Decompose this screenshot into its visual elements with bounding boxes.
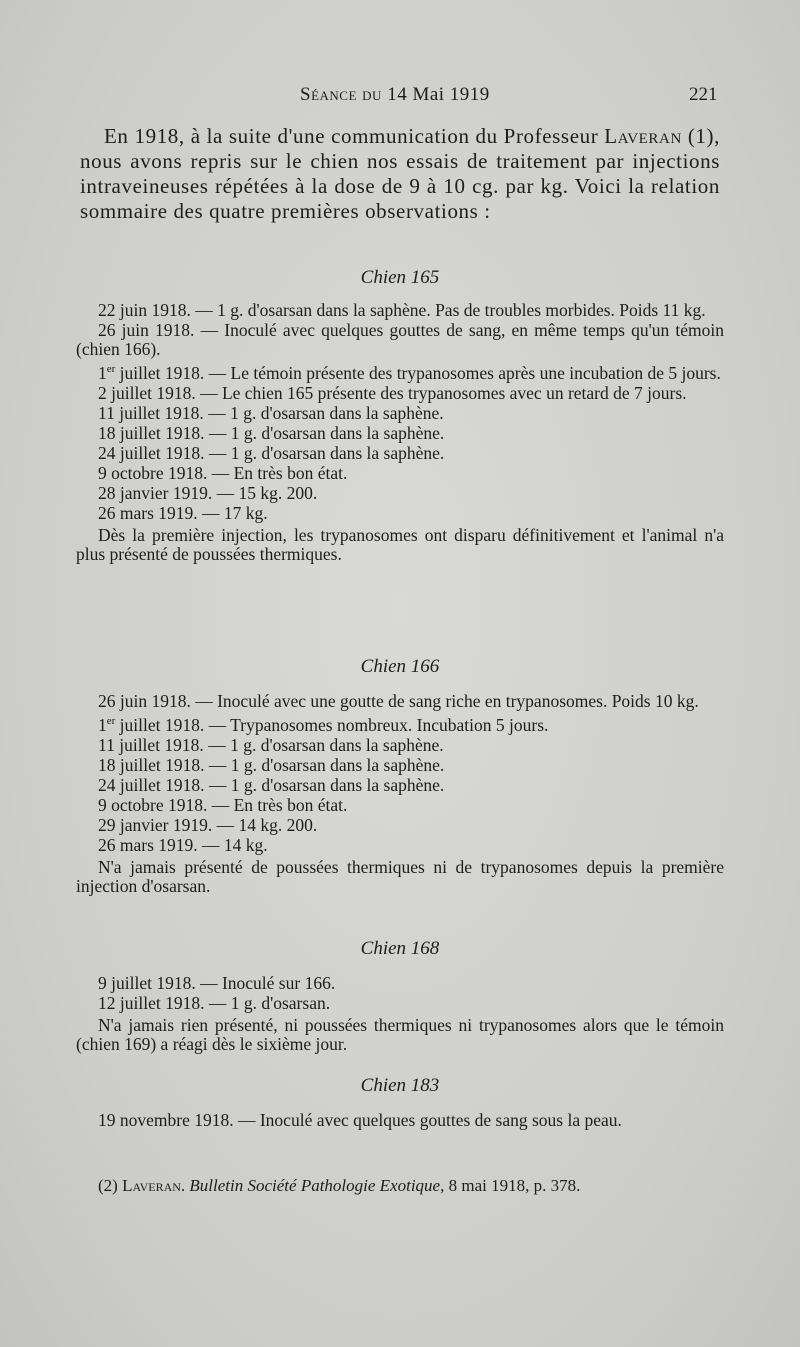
footnote [98,1176,718,1196]
intro-author: Laveran [604,124,682,148]
intro-lead: En 1918, à la suite d'une communication du Professeur [104,124,599,148]
entry: 18 juillet 1918. — 1 g. d'osarsan dans la saphène. [98,422,445,443]
entry: 12 juillet 1918. — 1 g. d'osarsan. [98,993,331,1013]
footnote-citation: 8 mai 1918, p. 378. [448,1176,581,1195]
section-conclusion: N'a jamais rien présenté, ni poussées thermiques ni trypanosomes alors que le témoin (chien 169) a réagi dès le sixième jour. [76,1015,724,1054]
entry: 24 juillet 1918. — 1 g. d'osarsan dans la saphène. [98,774,445,795]
entry: 2 juillet 1918. — Le chien 165 présente des trypanosomes avec un retard de 7 jours. [98,382,687,403]
entry-list [76,301,724,523]
section-title: Chien 168 [360,938,440,959]
footnote-journal: Bulletin Société Pathologie Exotique, [189,1176,445,1195]
section-chien-166 [76,656,724,896]
entry: 1er juillet 1918. — Trypanosomes nombreux. Incubation 5 jours. [98,714,549,735]
entry-list [76,692,724,855]
section-title: Chien 165 [360,267,440,288]
section-title: Chien 166 [360,656,440,677]
entry: 28 janvier 1919. — 15 kg. 200. [98,482,318,503]
section-chien-183 [76,1075,724,1131]
page-number: 221 [689,84,718,105]
entry-list [76,1111,724,1130]
entry: 9 octobre 1918. — En très bon état. [98,462,348,483]
entry: 29 janvier 1919. — 14 kg. 200. [98,814,318,835]
entry: 11 juillet 1918. — 1 g. d'osarsan dans la saphène. [98,734,444,755]
footnote-author: Laveran. [122,1176,186,1195]
footnote-marker: (2) [98,1176,118,1195]
entry: 1er juillet 1918. — Le témoin présente des trypanosomes après une incubation de 5 jours. [98,362,721,383]
intro-paragraph [80,124,720,224]
running-head-date: 14 Mai 1919 [387,84,490,105]
entry: 26 mars 1919. — 17 kg. [98,502,268,523]
entry: 26 juin 1918. — Inoculé avec quelques gouttes de sang, en même temps qu'un témoin (chien 166). [76,320,724,359]
entry: 22 juin 1918. — 1 g. d'osarsan dans la saphène. Pas de troubles morbides. Poids 11 kg. [98,300,706,320]
entry: 18 juillet 1918. — 1 g. d'osarsan dans la saphène. [98,754,445,775]
intro-rest: (1), nous avons repris sur le chien nos essais de traitement par injections intraveineuses répétées à la dose de 9 à 10 cg. par kg. Voici la relation sommaire des quatre premières observations : [80,124,720,223]
entry: 26 mars 1919. — 14 kg. [98,834,268,855]
running-head [300,84,490,106]
entry: 19 novembre 1918. — Inoculé avec quelques gouttes de sang sous la peau. [98,1110,622,1130]
section-conclusion: N'a jamais présenté de poussées thermiques ni de trypanosomes depuis la première injection d'osarsan. [76,856,724,896]
section-title: Chien 183 [360,1075,440,1096]
page-header [0,84,800,114]
entry: 26 juin 1918. — Inoculé avec une goutte de sang riche en trypanosomes. Poids 10 kg. [98,691,699,711]
entry: 9 octobre 1918. — En très bon état. [98,794,348,815]
entry: 11 juillet 1918. — 1 g. d'osarsan dans la saphène. [98,402,444,423]
entry-list [76,974,724,1013]
section-chien-165 [76,267,724,564]
section-conclusion: Dès la première injection, les trypanosomes ont disparu définitivement et l'animal n'a plus présenté de poussées thermiques. [76,524,724,564]
section-chien-168 [76,938,724,1054]
entry: 24 juillet 1918. — 1 g. d'osarsan dans la saphène. [98,442,445,463]
entry: 9 juillet 1918. — Inoculé sur 166. [98,973,336,993]
running-head-prefix: Séance du [300,84,382,105]
